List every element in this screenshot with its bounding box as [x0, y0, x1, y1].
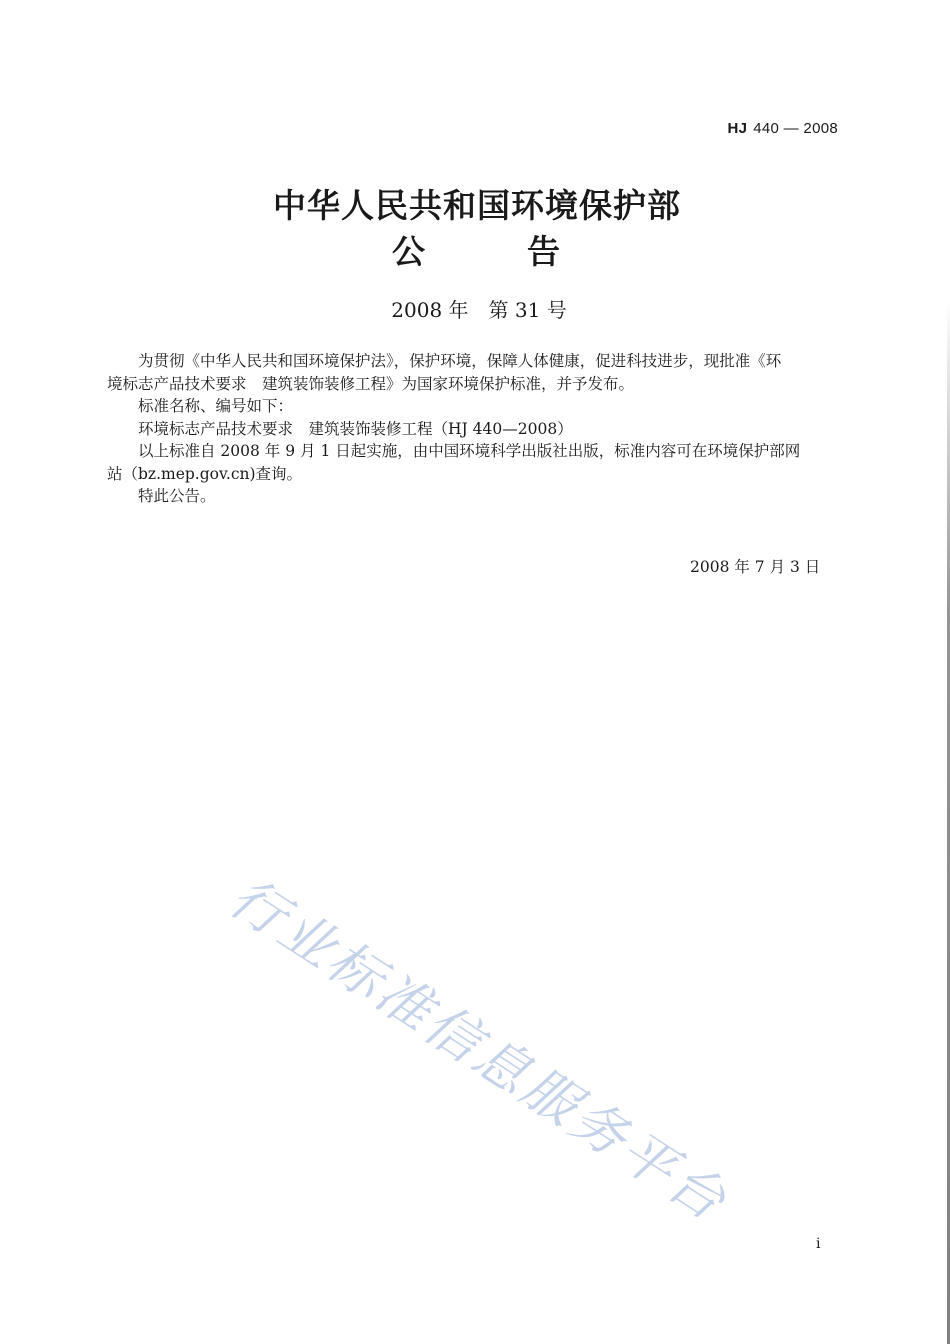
page-number: i [816, 1236, 821, 1252]
body-paragraph-approval: 为贯彻《中华人民共和国环境保护法》，保护环境，保障人体健康，促进科技进步，现批准《环 境标志产品技术要求 建筑装饰装修工程》为国家环境保护标准，并予发布。 [107, 352, 782, 393]
watermark: 行业标准信息服务平台 [218, 865, 740, 1235]
body-paragraph-closing: 特此公告。 [138, 487, 216, 505]
body-paragraph-list-intro: 标准名称、编号如下： [138, 397, 294, 415]
announcement-title: 公告 [392, 232, 662, 271]
issue-number: 2008 年 第 31 号 [391, 298, 567, 322]
announcement-body [107, 350, 852, 508]
signature-date: 2008 年 7 月 3 日 [690, 558, 821, 576]
body-paragraph-standard-name: 环境标志产品技术要求 建筑装饰装修工程（HJ 440—2008） [138, 419, 573, 438]
body-paragraph-effective: 以上标准自 2008 年 9 月 1 日起实施，由中国环境科学出版社出版，标准内容可在环境保护部网 站（bz.mep.gov.cn)查询。 [107, 442, 801, 483]
standard-prefix: HJ [727, 120, 748, 137]
standard-code [727, 120, 838, 137]
standard-number: 440 — 2008 [753, 120, 838, 137]
issuer-title: 中华人民共和国环境保护部 [273, 186, 681, 225]
